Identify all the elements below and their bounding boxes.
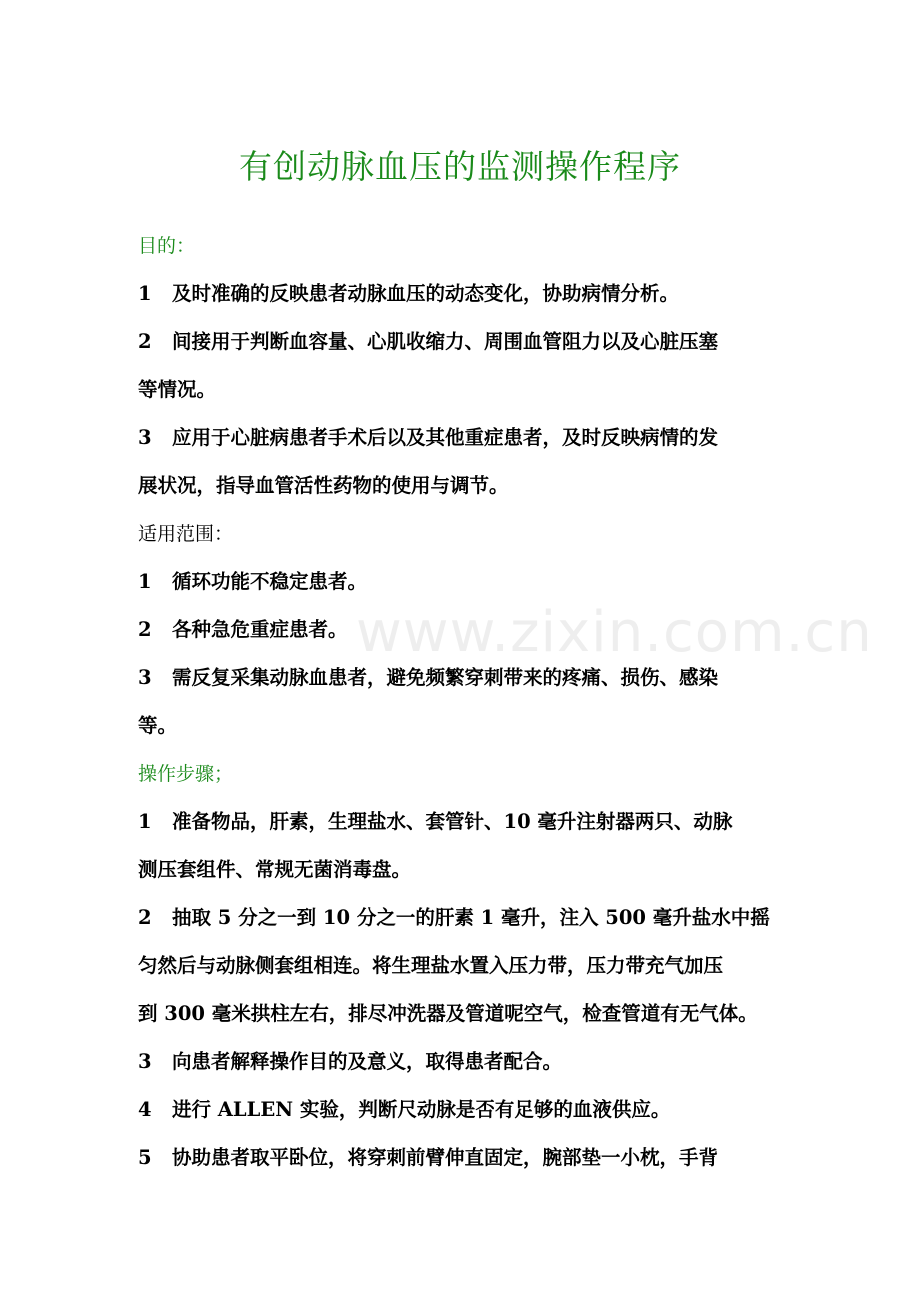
list-item-number: 3 xyxy=(138,1050,152,1073)
list-item xyxy=(138,1038,794,1086)
list-item-text: 循环功能不稳定患者。 xyxy=(172,570,368,593)
list-item-text: 抽取 5 分之一到 10 分之一的肝素 1 毫升，注入 500 毫升盐水中摇 xyxy=(172,906,770,929)
list-item-text: 向患者解释操作目的及意义，取得患者配合。 xyxy=(172,1050,563,1073)
list-item-continuation: 到 300 毫米拱柱左右，排尽冲洗器及管道呢空气，检查管道有无气体。 xyxy=(138,1002,758,1025)
list-item-number: 1 xyxy=(138,570,152,593)
section-heading: 目的： xyxy=(138,235,196,257)
list-item-text: 间接用于判断血容量、心肌收缩力、周围血管阻力以及心脏压塞 xyxy=(172,330,719,353)
list-item xyxy=(138,318,794,366)
list-item-number: 2 xyxy=(138,330,152,353)
list-item xyxy=(138,1086,794,1134)
list-item xyxy=(138,606,794,654)
list-item xyxy=(138,1134,794,1182)
list-item xyxy=(138,798,794,846)
section-heading: 适用范围： xyxy=(138,523,234,545)
list-item-text: 准备物品，肝素，生理盐水、套管针、10 毫升注射器两只、动脉 xyxy=(172,810,733,833)
list-item xyxy=(138,414,794,462)
list-item-number: 4 xyxy=(138,1098,152,1121)
section-heading: 操作步骤； xyxy=(138,763,234,785)
list-item xyxy=(138,558,794,606)
list-item-continuation: 测压套组件、常规无菌消毒盘。 xyxy=(138,858,412,881)
list-item-text: 协助患者取平卧位，将穿刺前臂伸直固定，腕部垫一小枕，手背 xyxy=(172,1146,719,1169)
list-item xyxy=(138,270,794,318)
list-item-number: 1 xyxy=(138,810,152,833)
list-item-number: 3 xyxy=(138,426,152,449)
list-item-continuation: 等。 xyxy=(138,714,178,737)
list-item-text: 进行 ALLEN 实验，判断尺动脉是否有足够的血液供应。 xyxy=(172,1098,671,1121)
list-item-number: 3 xyxy=(138,666,152,689)
list-item-text: 应用于心脏病患者手术后以及其他重症患者，及时反映病情的发 xyxy=(172,426,719,449)
list-item-number: 5 xyxy=(138,1146,152,1169)
list-item-continuation: 等情况。 xyxy=(138,378,217,401)
list-item-number: 1 xyxy=(138,282,152,305)
list-item-number: 2 xyxy=(138,906,152,929)
list-item-continuation: 展状况，指导血管活性药物的使用与调节。 xyxy=(138,474,509,497)
list-item-number: 2 xyxy=(138,618,152,641)
list-item-text: 及时准确的反映患者动脉血压的动态变化，协助病情分析。 xyxy=(172,282,680,305)
list-item xyxy=(138,654,794,702)
list-item-text: 需反复采集动脉血患者，避免频繁穿刺带来的疼痛、损伤、感染 xyxy=(172,666,719,689)
list-item xyxy=(138,894,794,942)
list-item-text: 各种急危重症患者。 xyxy=(172,618,348,641)
list-item-continuation: 匀然后与动脉侧套组相连。将生理盐水置入压力带，压力带充气加压 xyxy=(138,954,724,977)
document-body xyxy=(138,222,794,1182)
document-title: 有创动脉血压的监测操作程序 xyxy=(239,147,681,186)
watermark: www.zixin.com.cn xyxy=(356,600,873,665)
